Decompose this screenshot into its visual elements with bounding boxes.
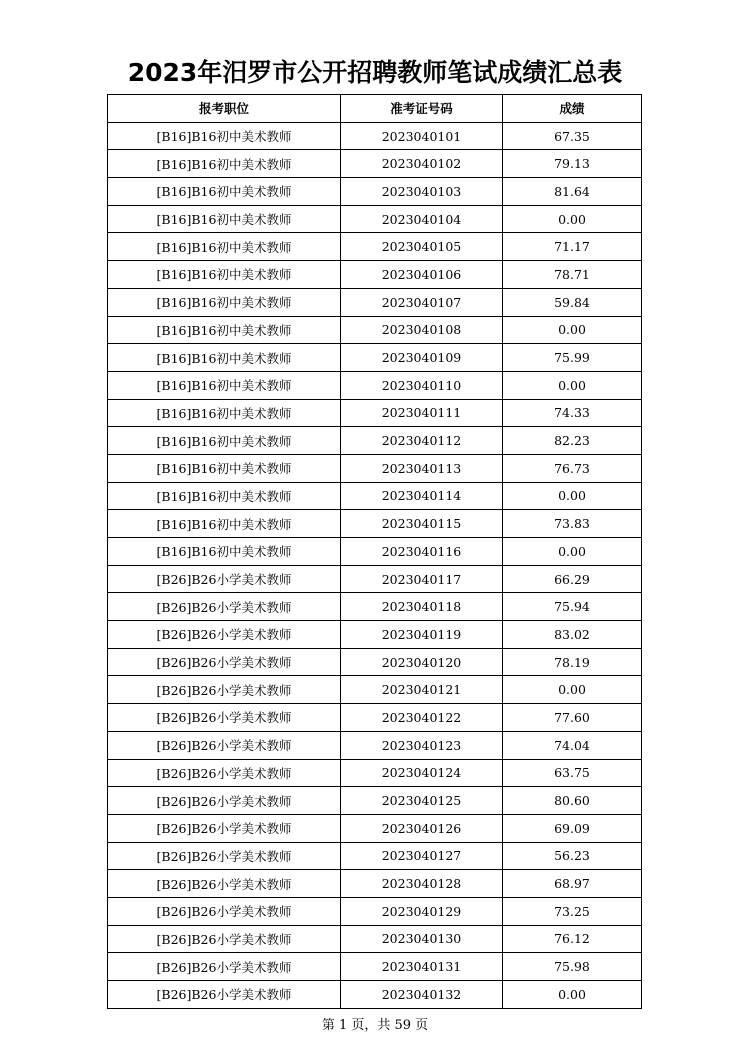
cell-position: [B16]B16初中美术教师 bbox=[108, 344, 341, 372]
cell-score: 0.00 bbox=[503, 981, 642, 1009]
cell-score: 81.64 bbox=[503, 178, 642, 206]
table-row bbox=[108, 205, 642, 233]
cell-score: 78.71 bbox=[503, 261, 642, 289]
table-row bbox=[108, 178, 642, 206]
table-row bbox=[108, 787, 642, 815]
cell-score: 73.83 bbox=[503, 510, 642, 538]
cell-ticket-number: 2023040131 bbox=[341, 953, 503, 981]
cell-ticket-number: 2023040121 bbox=[341, 676, 503, 704]
cell-position: [B26]B26小学美术教师 bbox=[108, 759, 341, 787]
cell-score: 0.00 bbox=[503, 676, 642, 704]
column-header-ticket-number: 准考证号码 bbox=[341, 95, 503, 123]
cell-position: [B26]B26小学美术教师 bbox=[108, 621, 341, 649]
cell-ticket-number: 2023040127 bbox=[341, 842, 503, 870]
cell-score: 0.00 bbox=[503, 371, 642, 399]
cell-ticket-number: 2023040125 bbox=[341, 787, 503, 815]
cell-position: [B16]B16初中美术教师 bbox=[108, 454, 341, 482]
cell-ticket-number: 2023040105 bbox=[341, 233, 503, 261]
table-row bbox=[108, 621, 642, 649]
table-row bbox=[108, 427, 642, 455]
table-row bbox=[108, 731, 642, 759]
table-row bbox=[108, 704, 642, 732]
cell-score: 74.04 bbox=[503, 731, 642, 759]
cell-ticket-number: 2023040101 bbox=[341, 122, 503, 150]
table-row bbox=[108, 648, 642, 676]
cell-ticket-number: 2023040129 bbox=[341, 897, 503, 925]
cell-position: [B16]B16初中美术教师 bbox=[108, 288, 341, 316]
table-header-row bbox=[108, 95, 642, 123]
cell-score: 69.09 bbox=[503, 814, 642, 842]
cell-score: 73.25 bbox=[503, 897, 642, 925]
column-header-score: 成绩 bbox=[503, 95, 642, 123]
table-row bbox=[108, 953, 642, 981]
table-row bbox=[108, 842, 642, 870]
cell-score: 76.12 bbox=[503, 925, 642, 953]
cell-score: 68.97 bbox=[503, 870, 642, 898]
cell-ticket-number: 2023040118 bbox=[341, 593, 503, 621]
column-header-position: 报考职位 bbox=[108, 95, 341, 123]
cell-position: [B26]B26小学美术教师 bbox=[108, 648, 341, 676]
cell-ticket-number: 2023040106 bbox=[341, 261, 503, 289]
cell-position: [B16]B16初中美术教师 bbox=[108, 233, 341, 261]
cell-position: [B26]B26小学美术教师 bbox=[108, 897, 341, 925]
cell-ticket-number: 2023040112 bbox=[341, 427, 503, 455]
cell-position: [B16]B16初中美术教师 bbox=[108, 482, 341, 510]
cell-position: [B16]B16初中美术教师 bbox=[108, 371, 341, 399]
table-row bbox=[108, 344, 642, 372]
cell-score: 80.60 bbox=[503, 787, 642, 815]
cell-score: 0.00 bbox=[503, 538, 642, 566]
table-row bbox=[108, 538, 642, 566]
table-row bbox=[108, 288, 642, 316]
cell-ticket-number: 2023040117 bbox=[341, 565, 503, 593]
cell-ticket-number: 2023040116 bbox=[341, 538, 503, 566]
cell-position: [B26]B26小学美术教师 bbox=[108, 842, 341, 870]
cell-score: 77.60 bbox=[503, 704, 642, 732]
cell-ticket-number: 2023040113 bbox=[341, 454, 503, 482]
cell-position: [B16]B16初中美术教师 bbox=[108, 399, 341, 427]
cell-position: [B26]B26小学美术教师 bbox=[108, 704, 341, 732]
cell-position: [B16]B16初中美术教师 bbox=[108, 316, 341, 344]
cell-score: 59.84 bbox=[503, 288, 642, 316]
cell-position: [B26]B26小学美术教师 bbox=[108, 925, 341, 953]
page-title: 2023年汨罗市公开招聘教师笔试成绩汇总表 bbox=[127, 58, 623, 87]
table-row bbox=[108, 482, 642, 510]
cell-ticket-number: 2023040123 bbox=[341, 731, 503, 759]
cell-position: [B16]B16初中美术教师 bbox=[108, 122, 341, 150]
cell-position: [B16]B16初中美术教师 bbox=[108, 261, 341, 289]
cell-position: [B26]B26小学美术教师 bbox=[108, 814, 341, 842]
table-row bbox=[108, 261, 642, 289]
table-row bbox=[108, 454, 642, 482]
cell-ticket-number: 2023040107 bbox=[341, 288, 503, 316]
cell-score: 75.94 bbox=[503, 593, 642, 621]
cell-position: [B26]B26小学美术教师 bbox=[108, 565, 341, 593]
cell-position: [B16]B16初中美术教师 bbox=[108, 427, 341, 455]
table-row bbox=[108, 759, 642, 787]
cell-position: [B16]B16初中美术教师 bbox=[108, 205, 341, 233]
cell-ticket-number: 2023040114 bbox=[341, 482, 503, 510]
cell-ticket-number: 2023040120 bbox=[341, 648, 503, 676]
table-row bbox=[108, 593, 642, 621]
cell-score: 79.13 bbox=[503, 150, 642, 178]
table-row bbox=[108, 316, 642, 344]
table-row bbox=[108, 565, 642, 593]
cell-ticket-number: 2023040109 bbox=[341, 344, 503, 372]
cell-score: 75.98 bbox=[503, 953, 642, 981]
cell-ticket-number: 2023040119 bbox=[341, 621, 503, 649]
cell-ticket-number: 2023040104 bbox=[341, 205, 503, 233]
cell-position: [B26]B26小学美术教师 bbox=[108, 676, 341, 704]
score-table bbox=[107, 94, 642, 1009]
cell-ticket-number: 2023040110 bbox=[341, 371, 503, 399]
table-row bbox=[108, 150, 642, 178]
cell-score: 56.23 bbox=[503, 842, 642, 870]
table-row bbox=[108, 371, 642, 399]
table-row bbox=[108, 925, 642, 953]
cell-position: [B26]B26小学美术教师 bbox=[108, 953, 341, 981]
cell-score: 75.99 bbox=[503, 344, 642, 372]
table-row bbox=[108, 981, 642, 1009]
cell-position: [B26]B26小学美术教师 bbox=[108, 593, 341, 621]
cell-position: [B16]B16初中美术教师 bbox=[108, 178, 341, 206]
cell-score: 66.29 bbox=[503, 565, 642, 593]
cell-position: [B26]B26小学美术教师 bbox=[108, 731, 341, 759]
table-row bbox=[108, 122, 642, 150]
cell-score: 0.00 bbox=[503, 205, 642, 233]
cell-ticket-number: 2023040128 bbox=[341, 870, 503, 898]
table-row bbox=[108, 510, 642, 538]
cell-ticket-number: 2023040111 bbox=[341, 399, 503, 427]
cell-score: 83.02 bbox=[503, 621, 642, 649]
cell-position: [B16]B16初中美术教师 bbox=[108, 150, 341, 178]
cell-score: 67.35 bbox=[503, 122, 642, 150]
table-row bbox=[108, 399, 642, 427]
cell-score: 76.73 bbox=[503, 454, 642, 482]
cell-score: 78.19 bbox=[503, 648, 642, 676]
table-row bbox=[108, 676, 642, 704]
cell-ticket-number: 2023040115 bbox=[341, 510, 503, 538]
cell-score: 82.23 bbox=[503, 427, 642, 455]
cell-ticket-number: 2023040102 bbox=[341, 150, 503, 178]
table-row bbox=[108, 870, 642, 898]
cell-ticket-number: 2023040130 bbox=[341, 925, 503, 953]
cell-ticket-number: 2023040108 bbox=[341, 316, 503, 344]
page-footer: 第 1 页，共 59 页 bbox=[321, 1018, 429, 1033]
table-row bbox=[108, 897, 642, 925]
cell-position: [B26]B26小学美术教师 bbox=[108, 787, 341, 815]
cell-score: 0.00 bbox=[503, 316, 642, 344]
cell-ticket-number: 2023040126 bbox=[341, 814, 503, 842]
cell-ticket-number: 2023040132 bbox=[341, 981, 503, 1009]
cell-score: 0.00 bbox=[503, 482, 642, 510]
table-body bbox=[108, 122, 642, 1008]
table-row bbox=[108, 233, 642, 261]
cell-score: 63.75 bbox=[503, 759, 642, 787]
cell-position: [B16]B16初中美术教师 bbox=[108, 510, 341, 538]
cell-ticket-number: 2023040103 bbox=[341, 178, 503, 206]
cell-score: 71.17 bbox=[503, 233, 642, 261]
cell-position: [B26]B26小学美术教师 bbox=[108, 870, 341, 898]
cell-position: [B16]B16初中美术教师 bbox=[108, 538, 341, 566]
cell-position: [B26]B26小学美术教师 bbox=[108, 981, 341, 1009]
cell-score: 74.33 bbox=[503, 399, 642, 427]
cell-ticket-number: 2023040124 bbox=[341, 759, 503, 787]
cell-ticket-number: 2023040122 bbox=[341, 704, 503, 732]
table-row bbox=[108, 814, 642, 842]
